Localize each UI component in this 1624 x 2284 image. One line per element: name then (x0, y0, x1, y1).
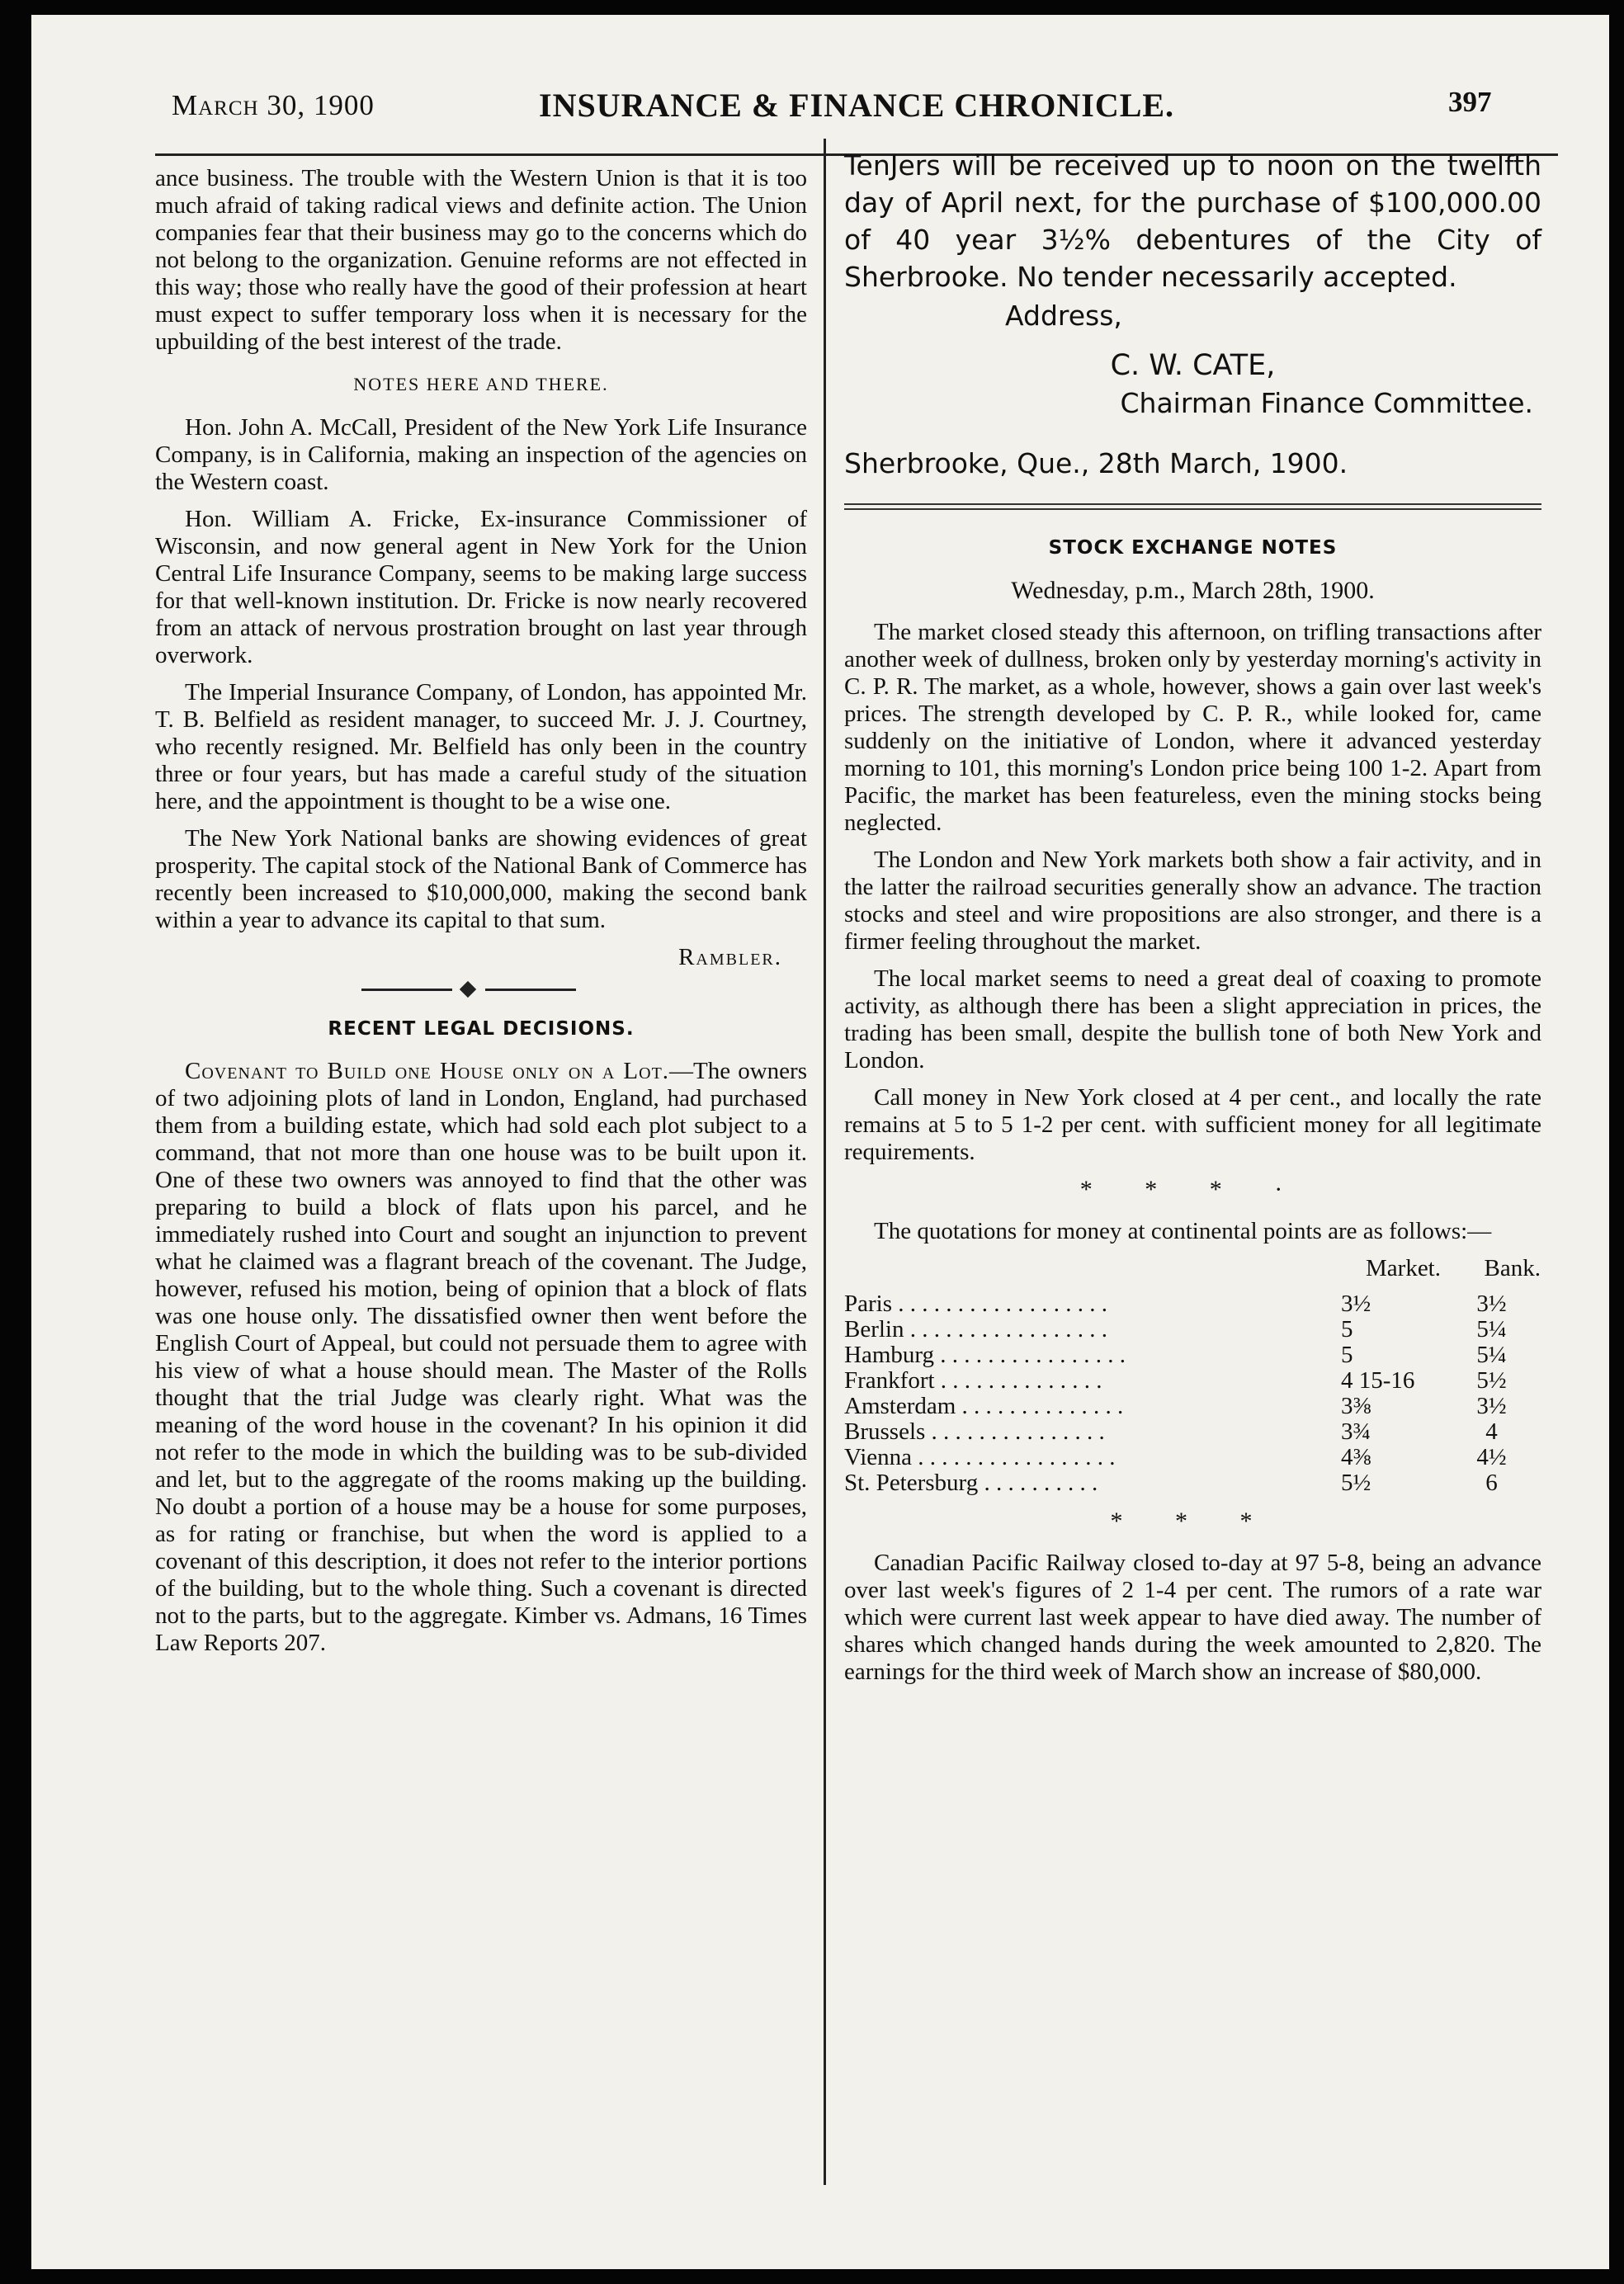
quote-city: Brussels . . . . . . . . . . . . . . . (844, 1418, 1105, 1445)
legal-body: —The owners of two adjoining plots of land in London, England, had purchased them from a building estate, which had sold each plot subject to a command, that not more than one house was to be built upon it. One of these two owners was annoyed to find that the other was preparing to build a block of flats upon his parcel, and he immediately rushed into Court and sought an injunction to prevent what he claimed was a flagrant breach of the covenant. The Judge, however, refused his motion, being of opinion that a block of flats was one house only. The dissatisfied owner then went before the English Court of Appeal, but could not persuade them to agree with his view of what a house should mean. The Master of the Rolls thought that the trial Judge was clearly right. What was the meaning of the word house in the covenant? In his opinion it did not refer to the mode in which the building was to be sub-divided and let, but to the aggregate of the rooms making up the building. No doubt a portion of a house may be a house for some purposes, as for rating or franchise, but when the word is applied to a covenant of this description, it does not refer to the interior portions of the building, but to the whole thing. Such a covenant is directed not to the parts, but to the aggregate. Kimber vs. Admans, 16 Times Law Reports 207. (155, 1058, 807, 1656)
section-rule (844, 503, 1541, 510)
note-paragraph: Hon. William A. Fricke, Ex-insurance Commissioner of Wisconsin, and now general agent in New York for the Union Central Life Insurance Company, seems to be making large success for that well-known institution. Dr. Fricke is now nearly recovered from an attack of nervous prostration brought on last year through overwork. (155, 506, 807, 668)
stock-date-line: Wednesday, p.m., March 28th, 1900. (1011, 577, 1375, 604)
stock-heading: STOCK EXCHANGE NOTES (1048, 537, 1338, 559)
note-paragraph: The Imperial Insurance Company, of London, has appointed Mr. T. B. Belfield as resident manager, to succeed Mr. J. J. Courtney, who recently resigned. Mr. Belfield has only been in the country three or four years, but has made a careful study of the situation here, and the appointment is thought to be a wise one. (155, 679, 807, 814)
header-date: March 30, 1900 (172, 89, 375, 121)
table-row (844, 1317, 1541, 1343)
table-row (844, 1291, 1541, 1317)
table-row (844, 1394, 1541, 1419)
stock-paragraph: Call money in New York closed at 4 per cent., and locally the rate remains at 5 to 5 1-2 per cent. with sufficient money for all legitimate requirements. (844, 1084, 1541, 1165)
table-row (844, 1419, 1541, 1445)
quote-market: 3⅜ (1341, 1393, 1371, 1419)
note-paragraph: The New York National banks are showing evidences of great prosperity. The capital stock of the National Bank of Commerce has recently been increased to $10,000,000, making the second bank within a year to advance its capital to that sum. (155, 825, 807, 933)
quote-market: 4 15-16 (1341, 1367, 1415, 1394)
stock-paragraph: Canadian Pacific Railway closed to-day at 97 5-8, being an advance over last week's figures of 2 1-4 per cent. The rumors of a rate war which were current last week appear to have died away. The number of shares which changed hands during the week amounted to 2,820. The earnings for the third week of March show an increase of $80,000. (844, 1550, 1541, 1685)
table-row (844, 1368, 1541, 1394)
quote-bank: 6 (1485, 1470, 1498, 1496)
page-header (31, 61, 1609, 124)
ad-text: TenJers will be received up to noon on the twelfth day of April next, for the purchase of $100,000.00 of 40 year 3½% debentures of the City of Sherbrooke. No tender necessarily accepted. (844, 149, 1541, 293)
left-column (155, 165, 807, 1667)
quote-bank: 4½ (1476, 1444, 1507, 1470)
legal-lead: Covenant to Build one House only on a Lot. (185, 1058, 670, 1084)
table-row (844, 1343, 1541, 1368)
stars-separator: * * * · (1079, 1176, 1306, 1203)
quote-bank: 3½ (1476, 1393, 1507, 1419)
stars-separator: * * * (1110, 1508, 1276, 1535)
quote-city: Berlin . . . . . . . . . . . . . . . . . (844, 1316, 1107, 1343)
quote-bank: 3½ (1476, 1291, 1507, 1317)
table-row (844, 1470, 1541, 1496)
quote-bank: 5½ (1476, 1367, 1507, 1394)
header-title: INSURANCE & FINANCE CHRONICLE. (539, 87, 1175, 124)
quotes-body (844, 1291, 1541, 1496)
header-page-number: 397 (1448, 86, 1492, 118)
stock-paragraph: The London and New York markets both show a fair activity, and in the latter the railroad securities generally show an advance. The traction stocks and steel and wire propositions are also stronger, and there is a firmer feeling throughout the market. (844, 847, 1541, 955)
newspaper-page (31, 15, 1609, 2269)
quote-bank: 4 (1485, 1418, 1498, 1445)
quote-city: St. Petersburg . . . . . . . . . . (844, 1470, 1098, 1496)
quote-city: Hamburg . . . . . . . . . . . . . . . . (844, 1342, 1126, 1368)
intro-paragraph: ance business. The trouble with the Western Union is that it is too much afraid of taking radical views and definite action. The Union companies fear that their business may go to the concerns which do not belong to the organization. Genuine reforms are not effected in this way; those who really have the good of their profession at heart must expect to suffer temporary loss when it is necessary for the upbuilding of the best interest of the trade. (155, 165, 807, 355)
ornament-divider (155, 981, 807, 998)
column-header-bank: Bank. (1484, 1255, 1541, 1281)
quote-market: 5 (1341, 1316, 1353, 1343)
quote-city: Vienna . . . . . . . . . . . . . . . . . (844, 1444, 1116, 1470)
quote-market: 3½ (1341, 1291, 1371, 1317)
ad-name: C. W. CATE, (1110, 349, 1276, 382)
signature: Rambler. (678, 944, 782, 970)
quotes-table (844, 1255, 1541, 1496)
quote-city: Frankfort . . . . . . . . . . . . . . (844, 1367, 1102, 1394)
quotes-intro: The quotations for money at continental points are as follows:— (874, 1218, 1492, 1244)
quote-city: Paris . . . . . . . . . . . . . . . . . . (844, 1291, 1107, 1317)
ad-address-label: Address, (1005, 300, 1122, 332)
legal-heading: RECENT LEGAL DECISIONS. (328, 1018, 635, 1040)
ad-title: Chairman Finance Committee. (1120, 387, 1533, 419)
quote-bank: 5¼ (1476, 1316, 1507, 1343)
quote-bank: 5¼ (1476, 1342, 1507, 1368)
column-header-market: Market. (1366, 1255, 1441, 1281)
ad-place-date: Sherbrooke, Que., 28th March, 1900. (844, 447, 1348, 479)
right-column (844, 147, 1541, 1696)
quote-market: 5 (1341, 1342, 1353, 1368)
quote-city: Amsterdam . . . . . . . . . . . . . . (844, 1393, 1124, 1419)
quote-market: 4⅜ (1341, 1444, 1371, 1470)
legal-paragraph (155, 1058, 807, 1657)
table-row (844, 1445, 1541, 1470)
tender-advertisement (844, 147, 1541, 482)
quote-market: 3¾ (1341, 1418, 1371, 1445)
notes-heading: NOTES HERE AND THERE. (353, 374, 609, 394)
column-divider (824, 139, 826, 2185)
note-paragraph: Hon. John A. McCall, President of the New York Life Insurance Company, is in California, making an inspection of the agencies on the Western coast. (155, 414, 807, 495)
stock-paragraph: The market closed steady this afternoon, on trifling transactions after another week of dullness, broken only by yesterday morning's activity in C. P. R. The market, as a whole, however, shows a gain over last week's prices. The strength developed by C. P. R., while looked for, came suddenly on the initiative of London, where it advanced yesterday morning to 101, this morning's London price being 100 1-2. Apart from Pacific, the market has been featureless, even the mining stocks being neglected. (844, 619, 1541, 836)
quote-market: 5½ (1341, 1470, 1371, 1496)
stock-paragraph: The local market seems to need a great deal of coaxing to promote activity, as although there has been a slight appreciation in prices, the trading has been small, despite the bullish tone of both New York and London. (844, 965, 1541, 1074)
